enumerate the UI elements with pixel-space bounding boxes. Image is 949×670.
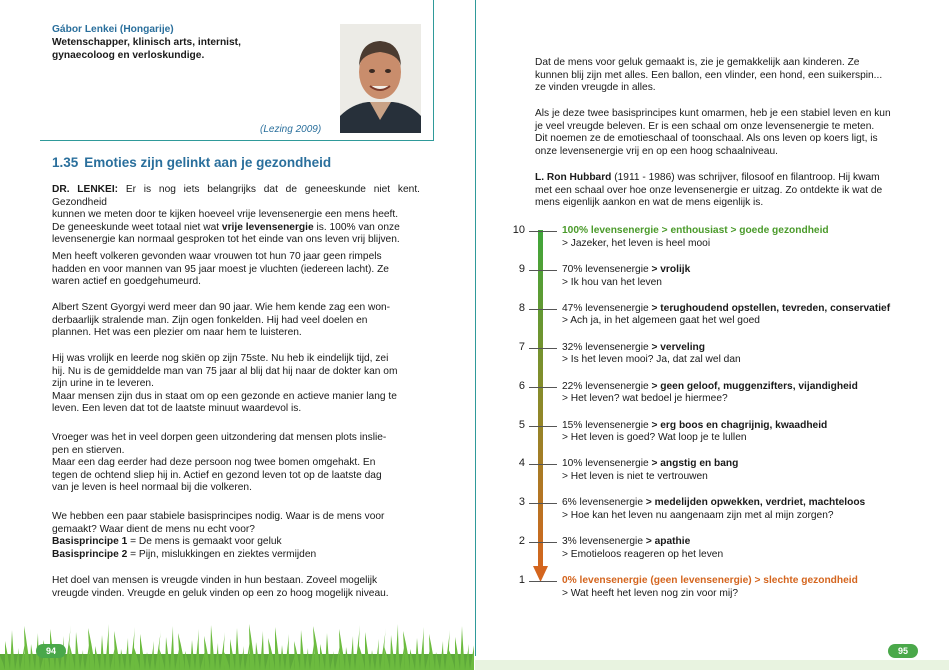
author-block: [52, 23, 241, 62]
scale-percent: 10% levensenergie: [562, 458, 652, 470]
scale-level-label: [562, 381, 858, 394]
scale-quote: > Ach ja, in het algemeen gaat het wel goed: [562, 315, 760, 327]
scale-tick: [529, 426, 557, 427]
scale-emotion: > medelijden opwekken, verdriet, machteloos: [645, 497, 866, 509]
paragraph-5: [52, 432, 420, 495]
p4-line: leven. Een leven dat tot de laatste minuut waardevol is.: [52, 403, 302, 415]
p4-line: hij. Nu is de gemiddelde man van 75 jaar al blij dat hij naar de dokter kan om: [52, 365, 398, 377]
rp2-line: Als je deze twee basisprincipes kunt omarmen, heb je een stabiel leven en kun: [535, 108, 891, 119]
scale-level-label: [562, 458, 738, 471]
p1-lead: DR. LENKEI:: [52, 184, 119, 195]
scale-emotion: > terughoudend opstellen, tevreden, conservatief: [651, 302, 891, 314]
scale-quote: > Jazeker, het leven is heel mooi: [562, 237, 711, 249]
scale-emotion: > erg boos en chagrijnig, kwaadheid: [651, 419, 828, 431]
author-desc-1: Wetenschapper, klinisch arts, internist,: [52, 37, 241, 48]
p2-line: waren actief en goedgehumeurd.: [52, 276, 201, 288]
frame-vertical-right: [475, 0, 476, 656]
scale-number: 2: [518, 535, 525, 548]
scale-quote: > Is het leven mooi? Ja, dat zal wel dan: [562, 354, 741, 366]
scale-level-label: [562, 536, 690, 549]
p3-line: derbaarlijk stralende man. Zijn ogen fonkelden. Hij had veel doelen en: [52, 314, 368, 326]
p4-line: Maar mensen zijn dus in staat om op een gezonde en actieve manier lang te: [52, 390, 397, 402]
scale-percent: 32% levensenergie: [562, 341, 652, 353]
p1-line: levensenergie kan normaal gesproken tot het einde van ons leven vrij blijven.: [52, 234, 400, 246]
p1-line: De geneeskunde weet totaal niet wat: [52, 221, 222, 233]
p2-line: hadden en voor mannen van 95 jaar moest je vluchten (iedereen lacht). Ze: [52, 263, 389, 275]
scale-quote: > Wat heeft het leven nog zin voor mij?: [562, 587, 739, 599]
rp1-line: ze vinden vreugde in alles.: [535, 82, 656, 94]
p2-line: Men heeft volkeren gevonden waar vrouwen tot hun 70 jaar geen rimpels: [52, 251, 382, 262]
scale-number: 5: [518, 418, 525, 431]
scale-quote: > Het leven is goed? Wat loop je te lullen: [562, 432, 747, 444]
page-number-right: 95: [888, 644, 918, 658]
scale-level-label: [562, 497, 865, 510]
basis2-text: = Pijn, mislukkingen en ziektes vermijden: [127, 548, 317, 560]
rp1-line: Dat de mens voor geluk gemaakt is, zie je gemakkelijk aan kinderen. Ze: [535, 57, 860, 68]
right-page: [475, 0, 949, 670]
scale-emotion: > geen geloof, muggenzifters, vijandigheid: [651, 380, 858, 392]
chapter-heading: [52, 155, 331, 170]
scale-level-label: [562, 575, 858, 588]
hubbard-name: L. Ron Hubbard: [535, 172, 612, 183]
scale-number: 9: [518, 262, 525, 275]
p1-line: is. 100% van onze: [316, 221, 400, 233]
grass-decoration: [0, 610, 474, 670]
scale-level-label: [562, 264, 690, 277]
author-desc-2: gynaecoloog en verloskundige.: [52, 50, 205, 61]
p7-line: Het doel van mensen is vreugde vinden in hun bestaan. Zoveel mogelijk: [52, 575, 378, 586]
basis2-label: Basisprincipe 2: [52, 548, 128, 560]
scale-level-label: [562, 303, 890, 316]
right-paragraph-1: [535, 57, 903, 95]
scale-tick: [529, 348, 557, 349]
scale-emotion: 0% levensenergie (geen levensenergie) > slechte gezondheid: [562, 575, 858, 587]
right-paragraph-3: [535, 172, 903, 210]
scale-quote: > Het leven is niet te vertrouwen: [562, 471, 708, 482]
p3-line: plannen. Het was een plezier om naar hem te luisteren.: [52, 327, 302, 339]
basis1-text: = De mens is gemaakt voor geluk: [127, 536, 282, 548]
scale-level-label: [562, 342, 705, 355]
scale-quote: > Ik hou van het leven: [562, 276, 662, 288]
scale-quote: > Het leven? wat bedoel je hiermee?: [562, 393, 728, 405]
scale-tick: [529, 270, 557, 271]
rp2-line: Dit noemen ze de emotieschaal of toonschaal. Als ons leven op koers ligt, is: [535, 133, 878, 145]
author-name: Gábor Lenkei (Hongarije): [52, 24, 174, 35]
scale-number: 10: [512, 224, 525, 236]
rp2-line: je veel vreugde beleven. Er is een schaal om onze levensenergie te meten.: [535, 120, 875, 132]
scale-number: 3: [518, 496, 525, 509]
scale-percent: 3% levensenergie: [562, 536, 646, 548]
p5-line: pen en stierven.: [52, 444, 125, 456]
rp3-line: met een schaal over hoe onze levensenergie er uitzag. Zo ontdekte ik wat de: [535, 184, 883, 196]
paragraph-3: [52, 302, 420, 340]
rp3-line: mens eigenlijk aankon en wat de mens eigenlijk is.: [535, 197, 764, 209]
basis1-label: Basisprincipe 1: [52, 536, 128, 548]
author-photo: [340, 24, 421, 133]
paragraph-2: [52, 251, 420, 289]
rp1-line: kunnen blij zijn met alles. Een ballon, een vlinder, een hond, een suikerspin...: [535, 69, 883, 81]
scale-number: 4: [518, 457, 525, 470]
paragraph-7: [52, 575, 420, 600]
scale-percent: 47% levensenergie: [562, 302, 652, 314]
frame-horizontal: [40, 140, 434, 141]
scale-quote: > Hoe kan het leven nu aangenaam zijn met al mijn zorgen?: [562, 509, 834, 521]
emotion-scale-arrow: [531, 226, 551, 588]
scale-percent: 70% levensenergie: [562, 263, 652, 275]
scale-emotion: > apathie: [645, 536, 691, 548]
p5-line: van je leven is heel normaal bij die volkeren.: [52, 482, 252, 494]
scale-percent: 15% levensenergie: [562, 419, 652, 431]
p1-line: Er is nog iets belangrijks dat de geneeskunde niet kent. Gezondheid: [52, 184, 420, 208]
scale-tick: [529, 309, 557, 310]
rp3-line: (1911 - 1986) was schrijver, filosoof en filantroop. Hij kwam: [611, 172, 880, 183]
p7-line: vreugde vinden. Vreugde en geluk vinden op een zo hoog mogelijk niveau.: [52, 587, 389, 599]
scale-quote: > Emotieloos reageren op het leven: [562, 548, 724, 560]
p1-line: kunnen we meten door te kijken hoeveel vrije levensenergie een mens heeft.: [52, 209, 399, 221]
scale-tick: [529, 464, 557, 465]
left-page: [0, 0, 474, 670]
p5-line: Maar een dag eerder had deze persoon nog twee bomen omgehakt. En: [52, 457, 376, 469]
chapter-title: Emoties zijn gelinkt aan je gezondheid: [84, 155, 332, 170]
paragraph-6: [52, 511, 420, 561]
p5-line: Vroeger was het in veel dorpen geen uitzondering dat mensen plots inslie-: [52, 432, 387, 443]
scale-number: 1: [518, 574, 525, 587]
chapter-number: 1.35: [52, 155, 79, 170]
scale-tick: [529, 387, 557, 388]
p1-bold: vrije levensenergie: [221, 221, 314, 233]
portrait-image: [340, 24, 421, 133]
lecture-note: (Lezing 2009): [260, 124, 322, 135]
right-paragraph-2: [535, 108, 903, 158]
scale-percent: 22% levensenergie: [562, 380, 652, 392]
scale-emotion: > vrolijk: [651, 263, 691, 275]
paragraph-4: [52, 353, 420, 416]
scale-number: 6: [518, 379, 525, 392]
scale-number: 7: [518, 340, 525, 353]
scale-emotion: 100% levensenergie > enthousiast > goede gezondheid: [562, 225, 829, 236]
grass-decoration-right: [475, 610, 949, 670]
scale-tick: [529, 542, 557, 543]
rp2-line: onze levensenergie vrij en op een hoog schaalniveau.: [535, 145, 778, 157]
frame-vertical: [433, 0, 434, 140]
page-number-left: 94: [36, 644, 66, 658]
p4-line: Hij was vrolijk en leerde nog skiën op zijn 75ste. Nu heb ik eindelijk tijd, zei: [52, 353, 389, 364]
paragraph-1: [52, 184, 420, 247]
scale-number: 8: [518, 301, 525, 314]
scale-level-label: [562, 225, 829, 238]
p3-line: Albert Szent Gyorgyi werd meer dan 90 jaar. Wie hem kende zag een won-: [52, 302, 391, 313]
scale-tick: [529, 503, 557, 504]
scale-percent: 6% levensenergie: [562, 497, 646, 509]
scale-emotion: > verveling: [651, 341, 705, 353]
p4-line: zijn urine in te leveren.: [52, 378, 154, 390]
p6-line: We hebben een paar stabiele basisprincipes nodig. Waar is de mens voor: [52, 511, 385, 522]
scale-emotion: > angstig en bang: [651, 458, 739, 470]
scale-tick: [529, 581, 557, 582]
scale-tick: [529, 231, 557, 232]
scale-level-label: [562, 420, 827, 433]
p6-line: gemaakt? Waar dient de mens nu echt voor?: [52, 523, 255, 535]
p5-line: tegen de ochtend sliep hij in. Actief en gezond leven tot op de laatste dag: [52, 469, 382, 481]
